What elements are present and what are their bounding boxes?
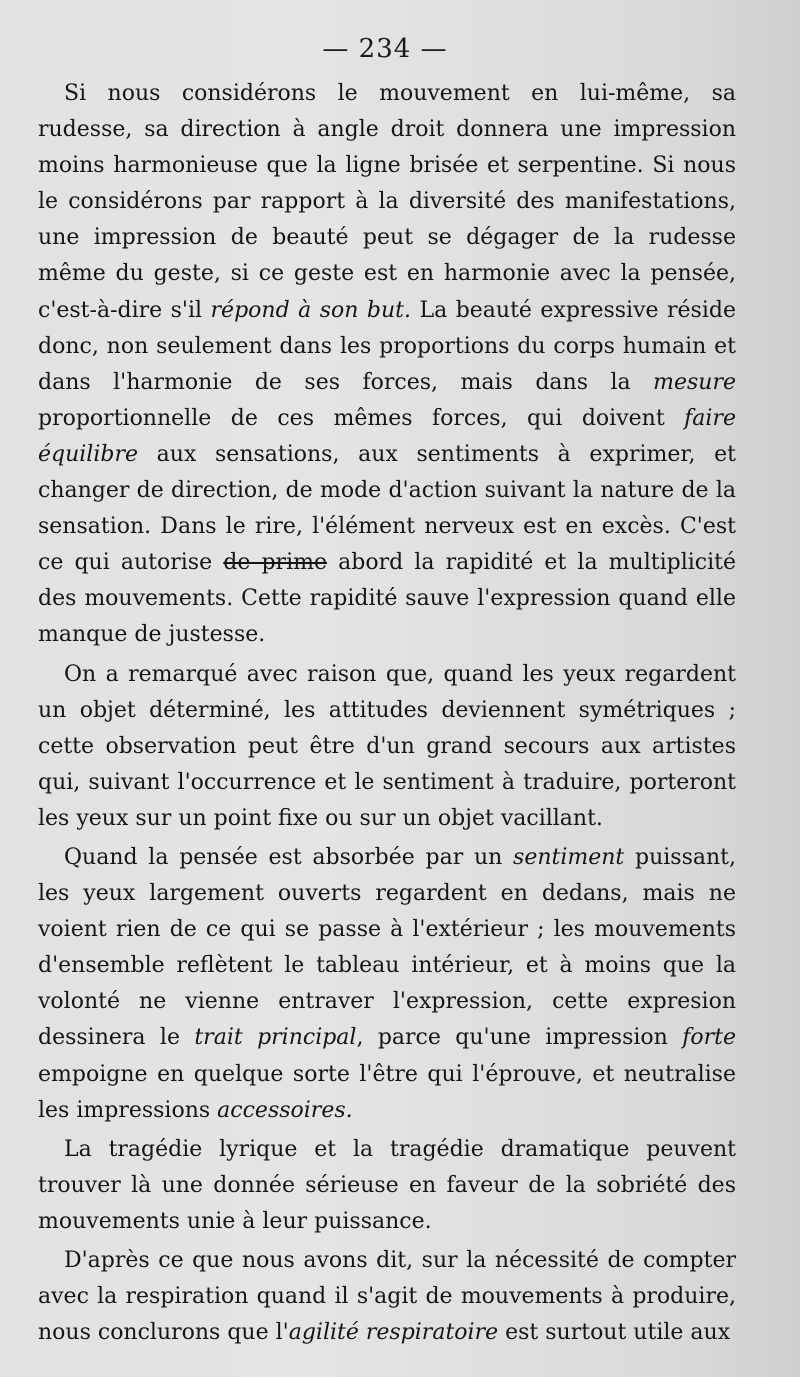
text-segment: La beauté expressive réside donc, non seulement dans les proportions du corps humain et dans l'harmonie de ses forces, mais dans la: [38, 297, 736, 395]
italic-phrase: sentiment: [513, 844, 625, 870]
text-segment: proportionnelle de ces mêmes forces, qui doivent: [38, 405, 685, 431]
struck-phrase: de prime: [223, 550, 327, 576]
italic-phrase: forte: [682, 1025, 736, 1051]
text-segment: D'après ce que nous avons dit, sur la nécessité de compter avec la respiration quand il s'agit de mouvements à produire, nous conclurons que l': [38, 1248, 736, 1346]
paragraph-5: [38, 1243, 736, 1351]
paragraph-2: [38, 657, 736, 837]
text-segment: est surtout utile aux: [498, 1320, 731, 1346]
text-segment: aux sensations, aux sentiments à exprimer, et changer de direction, de mode d'action suivant la nature de la sensation. Dans le rire, l'élément nerveux est en excès. C'est ce qui autorise: [38, 441, 736, 576]
text-segment: On a remarqué avec raison que, quand les yeux regardent un objet déterminé, les attitudes deviennent symétriques ; cette observation peut être d'un grand secours aux artistes qui, suivant l'occurrence et le sentiment à traduire, porteront les yeux sur un point fixe ou sur un objet vacillant.: [38, 661, 736, 831]
italic-phrase: agilité respiratoire: [288, 1320, 499, 1346]
paragraph-1: [38, 76, 736, 654]
paragraph-3: [38, 840, 736, 1129]
text-segment: Si nous considérons le mouvement en lui-même, sa rudesse, sa direction à angle droit donnera une impression moins harmonieuse que la ligne brisée et serpentine. Si nous le considérons par rapport à la diversité des manifestations, une impression de beauté peut se dégager de la rudesse même du geste, si ce geste est en harmonie avec la pensée, c'est-à-dire s'il: [38, 81, 736, 323]
paragraph-4: [38, 1132, 736, 1240]
page-number: — 234 —: [322, 34, 448, 64]
italic-phrase: accessoires.: [217, 1097, 353, 1123]
text-segment: , parce qu'une impression: [356, 1025, 683, 1051]
text-segment: empoigne en quelque sorte l'être qui l'éprouve, et neutralise les impressions: [38, 1061, 736, 1123]
text-segment: La tragédie lyrique et la tragédie dramatique peuvent trouver là une donnée sérieuse en faveur de la sobriété des mouvements unie à leur puissance.: [38, 1136, 736, 1234]
italic-phrase: mesure: [653, 369, 736, 395]
text-segment: abord la rapidité et la multiplicité des mouvements. Cette rapidité sauve l'expression quand elle manque de justesse.: [38, 550, 737, 648]
italic-phrase: répond à son but.: [210, 297, 411, 323]
text-segment: Quand la pensée est absorbée par un: [64, 844, 514, 870]
italic-phrase: trait principal: [194, 1025, 357, 1051]
italic-phrase: faire équilibre: [38, 405, 736, 467]
text-segment: puissant, les yeux largement ouverts regardent en dedans, mais ne voient rien de ce qui se passe à l'extérieur ; les mouvements d'ensemble reflètent le tableau intérieur, et à moins que la volonté ne vienne entraver l'expression, cette expresion dessinera le: [38, 844, 736, 1051]
body-text: [38, 76, 736, 1351]
